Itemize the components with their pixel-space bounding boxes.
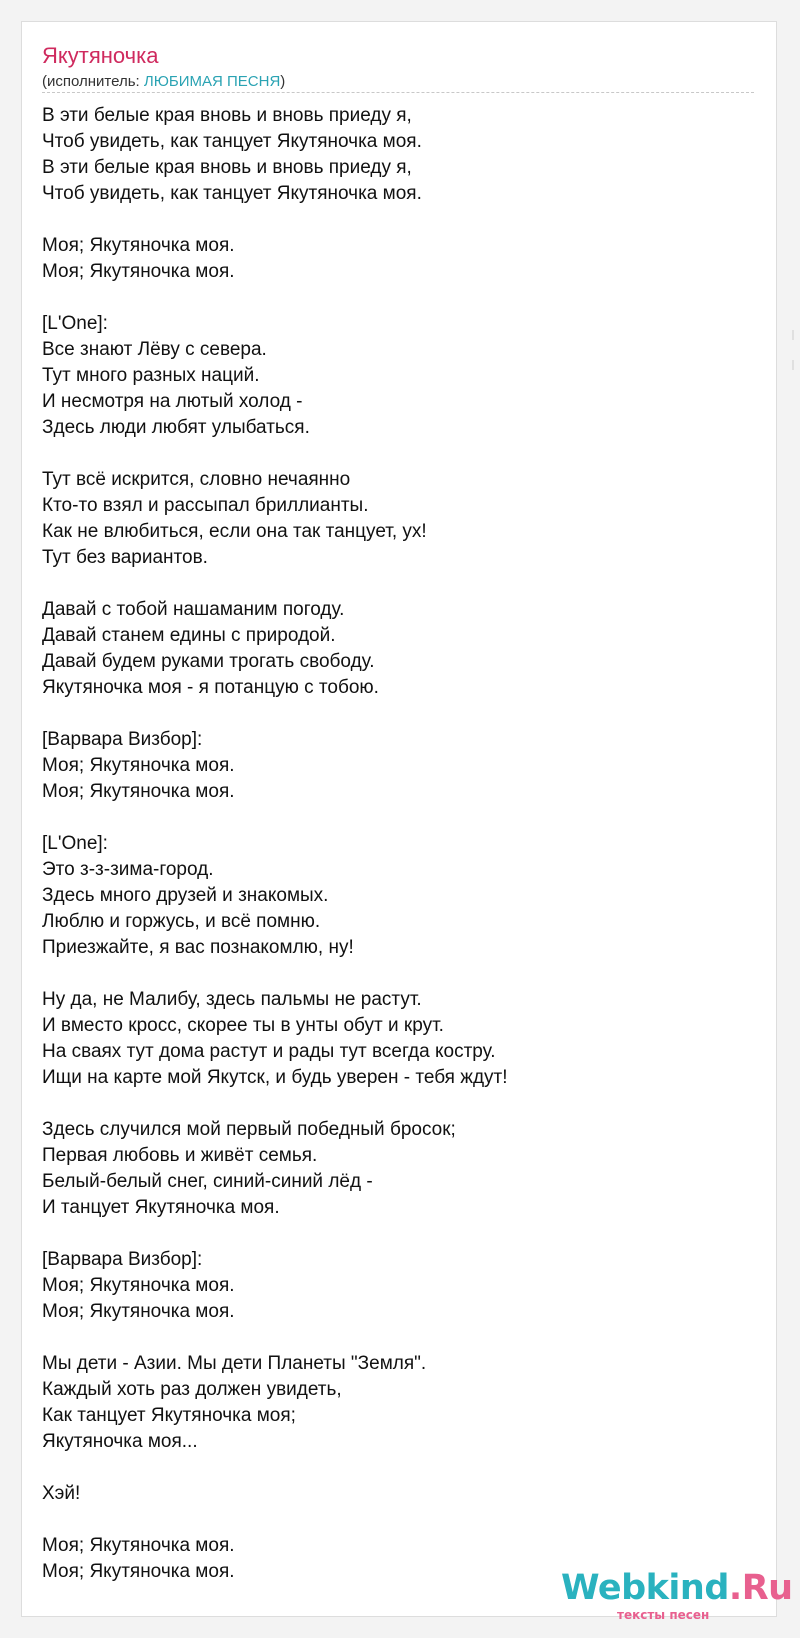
- lyrics-line: Чтоб увидеть, как танцует Якутяночка моя.: [42, 183, 422, 204]
- lyrics-line: Здесь люди любят улыбаться.: [42, 417, 310, 438]
- lyrics-line: Белый-белый снег, синий-синий лёд -: [42, 1171, 373, 1192]
- lyrics-blank-line: [42, 1221, 754, 1247]
- logo-tagline: тексты песен: [617, 1608, 710, 1622]
- lyrics-line: Моя; Якутяночка моя.: [42, 261, 235, 282]
- lyrics-line: [Варвара Визбор]:: [42, 1249, 203, 1270]
- lyrics-line: Тут всё искрится, словно нечаянно: [42, 469, 351, 490]
- lyrics-line: Якутяночка моя - я потанцую с тобою.: [42, 677, 379, 698]
- scroll-marker: [792, 330, 794, 340]
- lyrics-line: И несмотря на лютый холод -: [42, 391, 303, 412]
- lyrics-blank-line: [42, 285, 754, 311]
- lyrics-blank-line: [42, 571, 754, 597]
- title-divider: [42, 92, 754, 93]
- lyrics-line: Приезжайте, я вас познакомлю, ну!: [42, 937, 354, 958]
- lyrics-line: Давай будем руками трогать свободу.: [42, 651, 375, 672]
- lyrics-blank-line: [42, 1507, 754, 1533]
- lyrics-line: Моя; Якутяночка моя.: [42, 235, 235, 256]
- lyrics-line: И вместо кросс, скорее ты в унты обут и крут.: [42, 1015, 444, 1036]
- logo-wordmark: [561, 1568, 793, 1608]
- lyrics-text: [42, 103, 754, 1585]
- lyrics-blank-line: [42, 441, 754, 467]
- lyrics-line: [L'One]:: [42, 833, 108, 854]
- lyrics-line: Моя; Якутяночка моя.: [42, 1301, 235, 1322]
- lyrics-blank-line: [42, 805, 754, 831]
- lyrics-line: Это з-з-зима-город.: [42, 859, 214, 880]
- logo-main-text: Webkind: [561, 1568, 729, 1608]
- lyrics-line: [L'One]:: [42, 313, 108, 334]
- lyrics-line: Моя; Якутяночка моя.: [42, 1535, 235, 1556]
- lyrics-line: Каждый хоть раз должен увидеть,: [42, 1379, 342, 1400]
- lyrics-line: Первая любовь и живёт семья.: [42, 1145, 318, 1166]
- performer-link[interactable]: ЛЮБИМАЯ ПЕСНЯ: [143, 73, 281, 90]
- lyrics-line: Как танцует Якутяночка моя;: [42, 1405, 296, 1426]
- lyrics-line: Все знают Лёву с севера.: [42, 339, 267, 360]
- lyrics-line: На сваях тут дома растут и рады тут всегда костру.: [42, 1041, 496, 1062]
- lyrics-line: Моя; Якутяночка моя.: [42, 781, 235, 802]
- lyrics-blank-line: [42, 1325, 754, 1351]
- lyrics-blank-line: [42, 961, 754, 987]
- logo-tld: .Ru: [728, 1568, 793, 1608]
- lyrics-line: В эти белые края вновь и вновь приеду я,: [42, 105, 412, 126]
- lyrics-line: Хэй!: [42, 1483, 81, 1504]
- lyrics-line: Кто-то взял и рассыпал бриллианты.: [42, 495, 369, 516]
- lyrics-line: Тут без вариантов.: [42, 547, 208, 568]
- lyrics-line: В эти белые края вновь и вновь приеду я,: [42, 157, 412, 178]
- lyrics-blank-line: [42, 1091, 754, 1117]
- lyrics-line: Моя; Якутяночка моя.: [42, 755, 235, 776]
- performer-suffix: ): [280, 73, 286, 90]
- scroll-marker: [792, 360, 794, 370]
- lyrics-line: [Варвара Визбор]:: [42, 729, 203, 750]
- lyrics-blank-line: [42, 1455, 754, 1481]
- lyrics-line: Люблю и горжусь, и всё помню.: [42, 911, 321, 932]
- lyrics-line: Здесь много друзей и знакомых.: [42, 885, 329, 906]
- lyrics-line: Якутяночка моя...: [42, 1431, 198, 1452]
- lyrics-card: [21, 21, 777, 1617]
- lyrics-line: Тут много разных наций.: [42, 365, 260, 386]
- lyrics-line: Ну да, не Малибу, здесь пальмы не растут.: [42, 989, 422, 1010]
- lyrics-line: Моя; Якутяночка моя.: [42, 1275, 235, 1296]
- lyrics-line: Ищи на карте мой Якутск, и будь уверен - тебя ждут!: [42, 1067, 508, 1088]
- performer-prefix: (исполнитель:: [42, 73, 144, 90]
- site-logo[interactable]: [561, 1568, 793, 1624]
- song-title: Якутяночка: [42, 43, 159, 68]
- lyrics-line: И танцует Якутяночка моя.: [42, 1197, 280, 1218]
- lyrics-blank-line: [42, 207, 754, 233]
- lyrics-blank-line: [42, 701, 754, 727]
- lyrics-line: Мы дети - Азии. Мы дети Планеты "Земля".: [42, 1353, 427, 1374]
- lyrics-line: Давай станем едины с природой.: [42, 625, 336, 646]
- lyrics-line: Здесь случился мой первый победный бросок;: [42, 1119, 456, 1140]
- performer-line: [42, 73, 285, 91]
- lyrics-line: Давай с тобой нашаманим погоду.: [42, 599, 345, 620]
- lyrics-line: Как не влюбиться, если она так танцует, ух!: [42, 521, 427, 542]
- lyrics-line: Моя; Якутяночка моя.: [42, 1561, 235, 1582]
- lyrics-line: Чтоб увидеть, как танцует Якутяночка моя.: [42, 131, 422, 152]
